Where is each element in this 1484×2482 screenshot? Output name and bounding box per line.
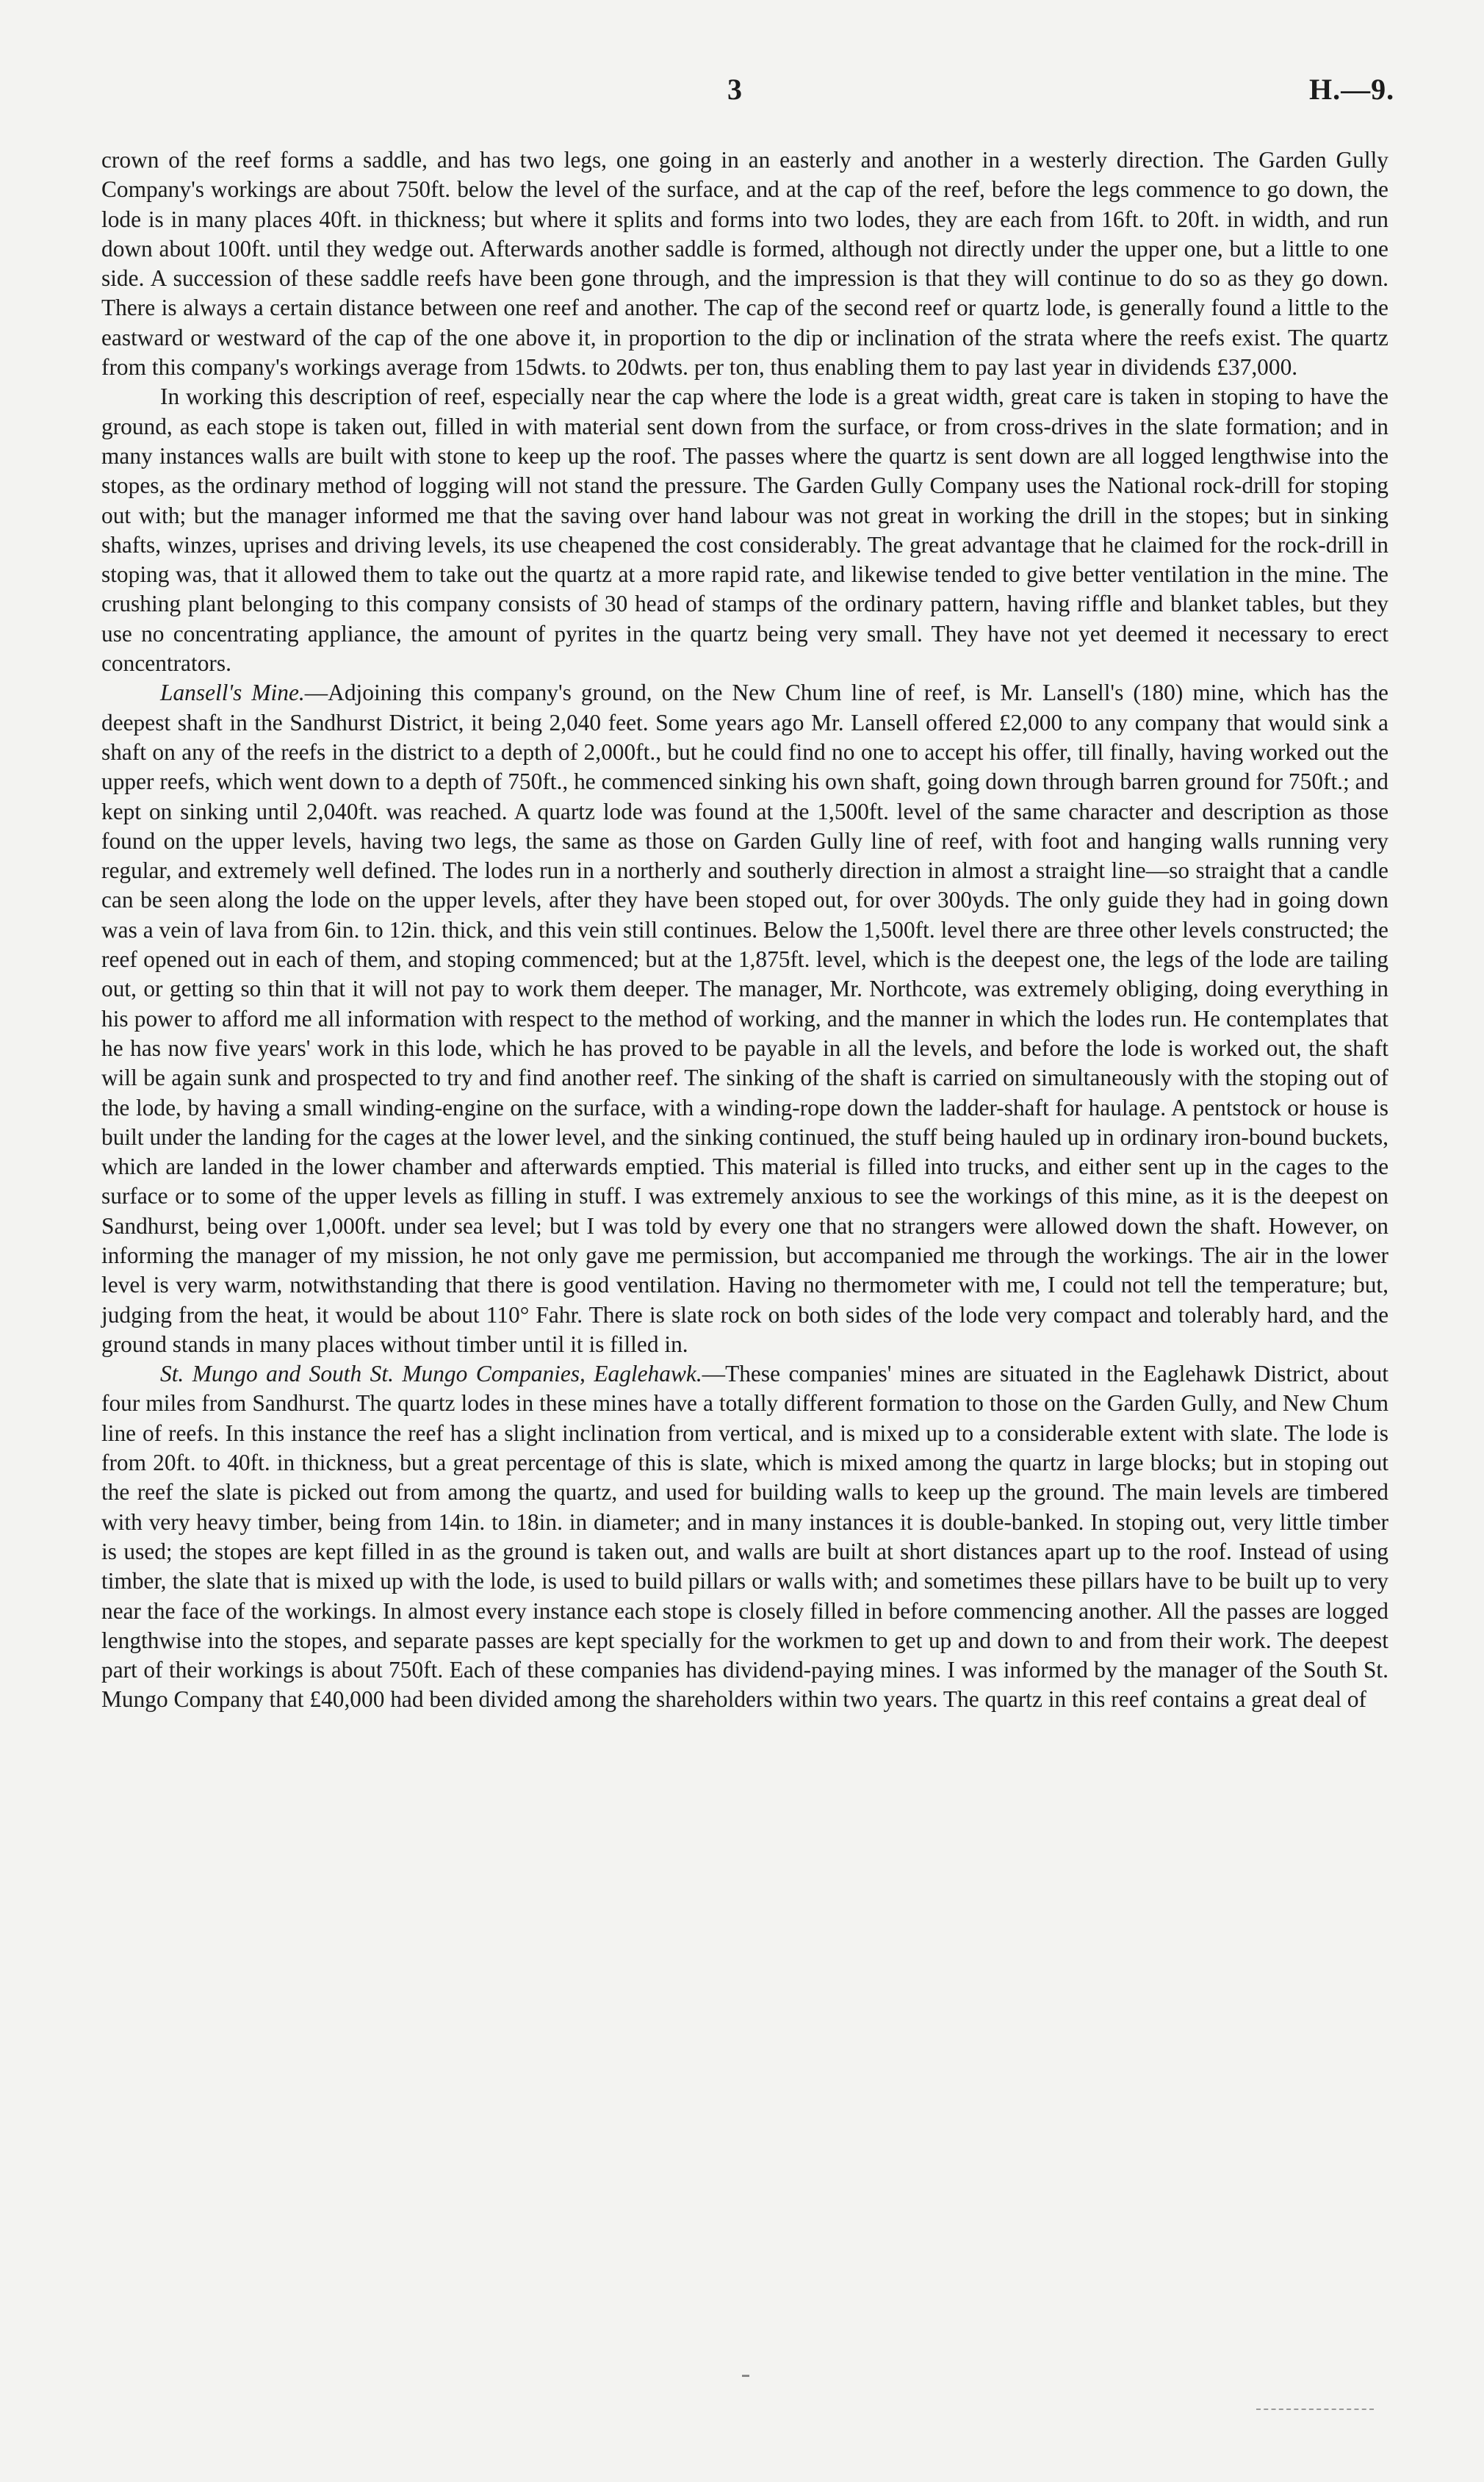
body-text [101, 145, 1388, 1715]
page-number: 3 [727, 73, 742, 106]
paragraph-stoping-method [101, 382, 1388, 678]
section-heading-lansells-mine: Lansell's Mine. [160, 680, 305, 706]
section-heading-st-mungo: St. Mungo and South St. Mungo Companies, Eaglehawk. [160, 1361, 702, 1387]
footer-rule [1256, 2409, 1374, 2410]
paragraph-text: crown of the reef forms a saddle, and has two legs, one going in an easterly and another in a westerly direction. The Garden Gully Company's workings are about 750ft. below the level of the surface, and at the cap of the reef, before the legs commence to go down, the lode is in many places 40ft. in thickness; but where it splits and forms into two lodes, they are each from 16ft. to 20ft. in width, and run down about 100ft. until they wedge out. Afterwards another saddle is formed, although not directly under the upper one, but a little to one side. A succession of these saddle reefs have been gone through, and the impression is that they will continue to do so as they go down. There is always a certain distance between one reef and another. The cap of the second reef or quartz lode, is generally found a little to the eastward or westward of the cap of the one above it, in proportion to the dip or inclination of the strata where the reefs exist. The quartz from this company's workings average from 15dwts. to 20dwts. per ton, thus enabling them to pay last year in dividends £37,000. [101, 147, 1388, 381]
paragraph-text: In working this description of reef, especially near the cap where the lode is a great width, great care is taken in stoping to have the ground, as each stope is taken out, filled in with material sent down from the surface, or from cross-drives in the slate formation; and in many instances walls are built with stone to keep up the roof. The passes where the quartz is sent down are all logged lengthwise into the stopes, as the ordinary method of logging will not stand the pressure. The Garden Gully Company uses the National rock-drill for stoping out with; but the manager informed me that the saving over hand labour was not great in working the drill in the stopes; but in sinking shafts, winzes, uprises and driving levels, its use cheapened the cost considerably. The great advantage that he claimed for the rock-drill in stoping was, that it allowed them to take out the quartz at a more rapid rate, and likewise tended to give better ventilation in the mine. The crushing plant belonging to this company consists of 30 head of stamps of the ordinary pattern, having riffle and blanket tables, but they use no concentrating appliance, the amount of pyrites in the quartz being very small. They have not yet deemed it necessary to erect concentrators. [101, 384, 1388, 677]
paragraph-lansells-mine [101, 678, 1388, 1359]
document-reference: H.—9. [1309, 73, 1395, 106]
paragraph-text: —Adjoining this company's ground, on the New Chum line of reef, is Mr. Lansell's (180) mine, which has the deepest shaft in the Sandhurst District, it being 2,040 feet. Some years ago Mr. Lansell offered £2,000 to any company that would sink a shaft on any of the reefs in the district to a depth of 2,000ft., but he could find no one to accept his offer, till finally, having worked out the upper reefs, which went down to a depth of 750ft., he commenced sinking his own shaft, going down through barren ground for 750ft.; and kept on sinking until 2,040ft. was reached. A quartz lode was found at the 1,500ft. level of the same character and description as those found on the upper levels, having two legs, the same as those on Garden Gully line of reef, with foot and hanging walls running very regular, and extremely well defined. The lodes run in a northerly and southerly direction in almost a straight line—so straight that a candle can be seen along the lode on the upper levels, after they have been stoped out, for over 300yds. The only guide they had in going down was a vein of lava from 6in. to 12in. thick, and this vein still continues. Below the 1,500ft. level there are three other levels constructed; the reef opened out in each of them, and stoping commenced; but at the 1,875ft. level, which is the deepest one, the legs of the lode are tailing out, or getting so thin that it will not pay to work them deeper. The manager, Mr. Northcote, was extremely obliging, doing everything in his power to afford me all information with respect to the method of working, and the manner in which the lodes run. He contemplates that he has now five years' work in this lode, which he has proved to be payable in all the levels, and before the lode is worked out, the shaft will be again sunk and prospected to try and find another reef. The sinking of the shaft is carried on simultaneously with the stoping out of the lode, by having a small winding-engine on the surface, with a winding-rope down the ladder-shaft for haulage. A pentstock or house is built under the landing for the cages at the lower level, and the sinking continued, the stuff being hauled up in ordinary iron-bound buckets, which are landed in the lower chamber and afterwards emptied. This material is filled into trucks, and either sent up in the cages to the surface or to some of the upper levels as filling in stuff. I was extremely anxious to see the workings of this mine, as it is the deepest on Sandhurst, being over 1,000ft. under sea level; but I was told by every one that no strangers were allowed down the shaft. However, on informing the manager of my mission, he not only gave me permission, but accompanied me through the workings. The air in the lower level is very warm, notwithstanding that there is good ventilation. Having no thermometer with me, I could not tell the temperature; but, judging from the heat, it would be about 110° Fahr. There is slate rock on both sides of the lode very compact and tolerably hard, and the ground stands in many places without timber until it is filled in. [101, 680, 1388, 1357]
paragraph-garden-gully-saddle [101, 145, 1388, 382]
paragraph-st-mungo [101, 1359, 1388, 1715]
footer-mark [742, 2375, 749, 2377]
paragraph-text: —These companies' mines are situated in the Eaglehawk District, about four miles from Sandhurst. The quartz lodes in these mines have a totally different formation to those on the Garden Gully, and New Chum line of reefs. In this instance the reef has a slight inclination from vertical, and is mixed up to a considerable extent with slate. The lode is from 20ft. to 40ft. in thickness, but a great percentage of this is slate, which is mixed among the quartz in large blocks; but in stoping out the reef the slate is picked out from among the quartz, and used for building walls to keep up the ground. The main levels are timbered with very heavy timber, being from 14in. to 18in. in diameter; and in many instances it is double-banked. In stoping out, very little timber is used; the stopes are kept filled in as the ground is taken out, and walls are built at short distances apart up to the roof. Instead of using timber, the slate that is mixed up with the lode, is used to build pillars or walls with; and sometimes these pillars have to be built up to very near the face of the workings. In almost every instance each stope is closely filled in before commencing another. All the passes are logged lengthwise into the stopes, and separate passes are kept specially for the workmen to get up and down to and from their work. The deepest part of their workings is about 750ft. Each of these companies has dividend-paying mines. I was informed by the manager of the South St. Mungo Company that £40,000 had been divided among the shareholders within two years. The quartz in this reef contains a great deal of [101, 1361, 1388, 1713]
